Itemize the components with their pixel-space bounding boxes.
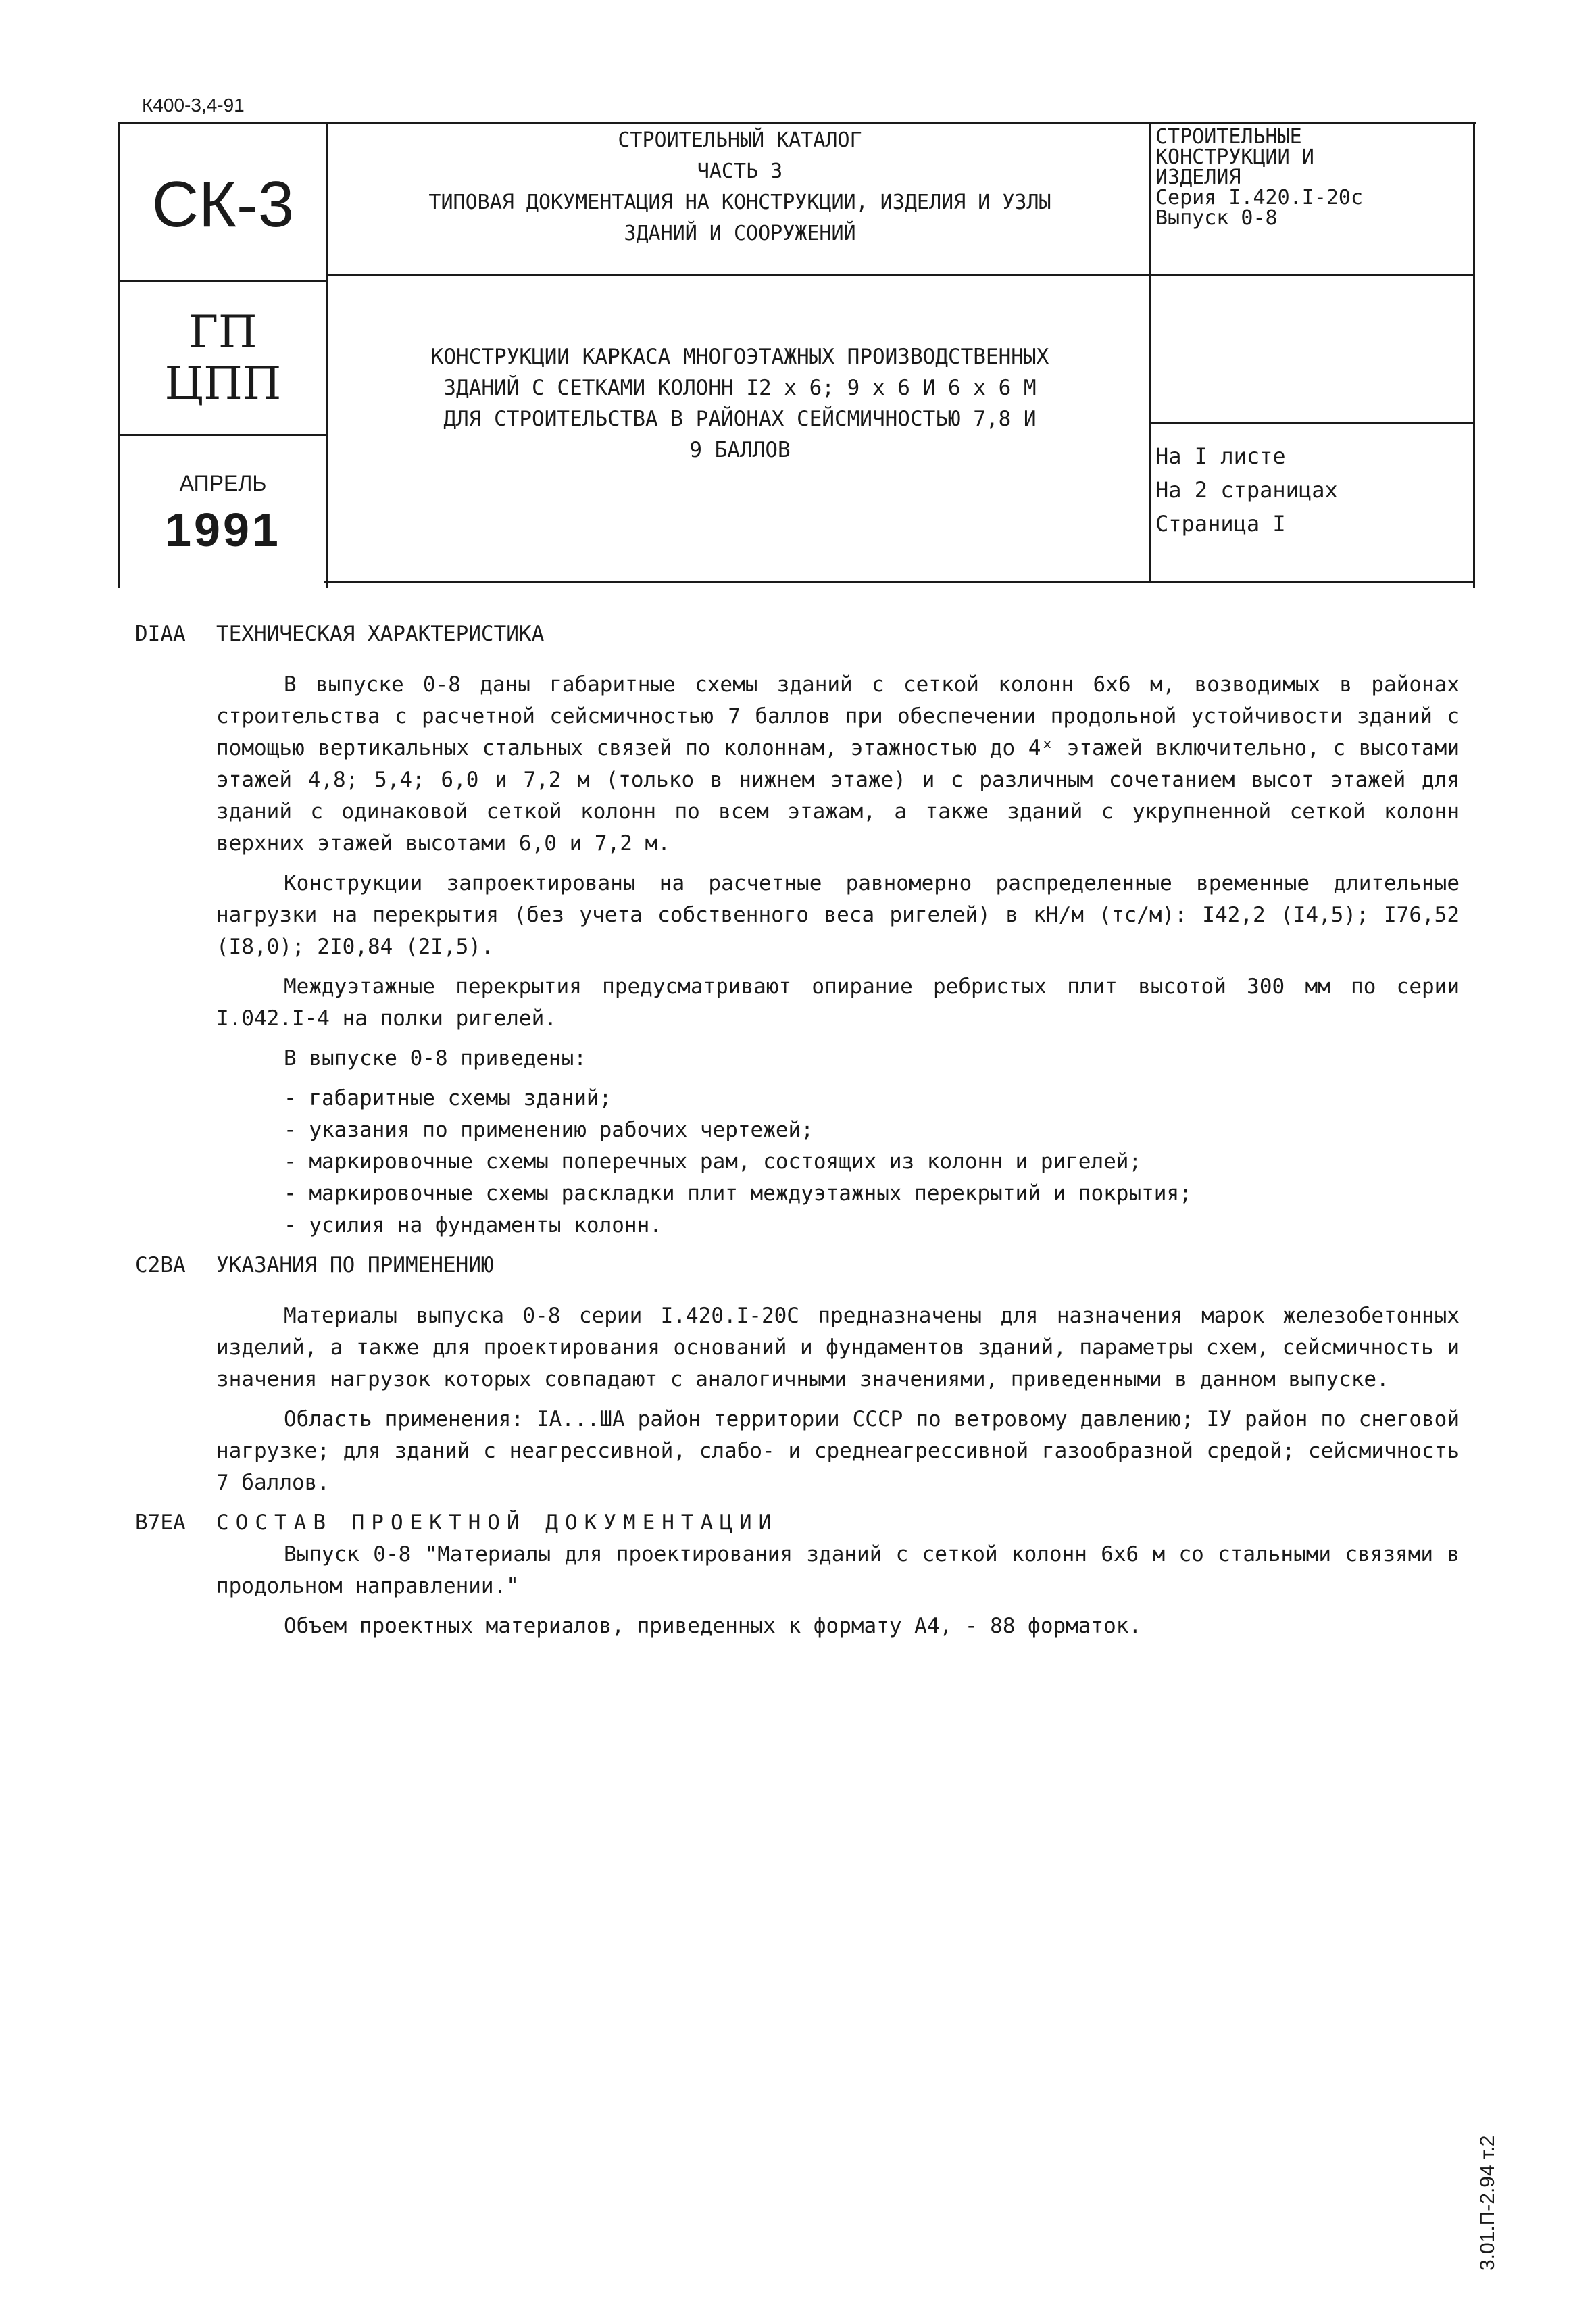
section-technical bbox=[135, 618, 1460, 1241]
document-code: К400-3,4-91 bbox=[142, 95, 245, 116]
series-box bbox=[1155, 127, 1473, 228]
list-item: - маркировочные схемы раскладки плит междуэтажных перекрытий и покрытия; bbox=[284, 1178, 1460, 1210]
page-info bbox=[1155, 439, 1473, 541]
section-heading bbox=[135, 1507, 1460, 1539]
frame-left-line bbox=[118, 122, 120, 588]
contents-list bbox=[284, 1083, 1460, 1241]
catalog-line4: ЗДАНИЙ И СООРУЖЕНИЙ bbox=[624, 222, 856, 245]
section-code: B7EA bbox=[135, 1510, 186, 1535]
series-line3: ИЗДЕЛИЯ bbox=[1155, 166, 1241, 189]
paragraph: Область применения: IA...ШA район территории СССР по ветровому давлению; IУ район по снеговой нагрузке; для зданий с неагрессивной, слабо- и среднеагрессивной газообразной средой; сейсмичность 7 баллов. bbox=[216, 1407, 1460, 1495]
series-line4: Серия I.420.I-20с bbox=[1155, 186, 1364, 210]
date-cell bbox=[122, 439, 324, 588]
list-item: - маркировочные схемы поперечных рам, состоящих из колонн и ригелей; bbox=[284, 1146, 1460, 1178]
title-line2: ЗДАНИЙ С СЕТКАМИ КОЛОНН I2 х 6; 9 х 6 И 6 х 6 М bbox=[443, 376, 1037, 400]
catalog-line3: ТИПОВАЯ ДОКУМЕНТАЦИЯ НА КОНСТРУКЦИИ, ИЗДЕЛИЯ И УЗЛЫ bbox=[428, 191, 1051, 214]
list-item: - указания по применению рабочих чертежей; bbox=[284, 1114, 1460, 1146]
section-heading bbox=[135, 1250, 1460, 1281]
title-line4: 9 БАЛЛОВ bbox=[689, 438, 791, 462]
series-line2: КОНСТРУКЦИИ И bbox=[1155, 145, 1314, 169]
month: АПРЕЛЬ bbox=[179, 470, 267, 495]
document-body bbox=[135, 618, 1460, 1650]
sheets-count: На I листе bbox=[1155, 443, 1286, 469]
section-title: ТЕХНИЧЕСКАЯ ХАРАКТЕРИСТИКА bbox=[216, 622, 545, 646]
paragraph: Материалы выпуска 0-8 серии I.420.I-20С предназначены для назначения марок железобетонных изделий, а также для проектирования оснований и фундаментов зданий, параметры схем, сейсмичность и значения нагрузок которых совпадают с аналогичными значениями, приведенными в данном выпуске. bbox=[216, 1304, 1460, 1392]
title-line3: ДЛЯ СТРОИТЕЛЬСТВА В РАЙОНАХ СЕЙСМИЧНОСТЬЮ 7,8 И bbox=[443, 407, 1037, 431]
list-item: - габаритные схемы зданий; bbox=[284, 1083, 1460, 1114]
stamp-row1-line bbox=[118, 280, 328, 282]
side-code: 3.01.П-2.94 т.2 bbox=[1476, 2135, 1499, 2271]
paragraph: Междуэтажные перекрытия предусматривают опирание ребристых плит высотой 300 мм по серии I.042.I-4 на полки ригелей. bbox=[216, 975, 1460, 1031]
catalog-code: СК-3 bbox=[151, 168, 295, 241]
catalog-code-cell bbox=[122, 128, 324, 280]
right-mid-line bbox=[1149, 422, 1475, 424]
section-title: СОСТАВ ПРОЕКТНОЙ ДОКУМЕНТАЦИИ bbox=[216, 1510, 778, 1535]
right-edge-line bbox=[1473, 122, 1475, 588]
section-code: C2BA bbox=[135, 1253, 186, 1277]
stamp-divider-line bbox=[326, 122, 328, 588]
section-application bbox=[135, 1250, 1460, 1499]
catalog-header bbox=[331, 125, 1149, 249]
catalog-bottom-line bbox=[326, 274, 1475, 276]
section-code: DIAA bbox=[135, 622, 186, 646]
section-heading bbox=[135, 618, 1460, 650]
page-number: Страница I bbox=[1155, 511, 1286, 537]
series-line5: Выпуск 0-8 bbox=[1155, 206, 1278, 230]
frame-bottom-line bbox=[324, 581, 1475, 583]
document-title bbox=[331, 341, 1149, 466]
pages-count: На 2 страницах bbox=[1155, 477, 1338, 503]
organization-line2: ЦПП bbox=[164, 358, 282, 410]
catalog-line1: СТРОИТЕЛЬНЫЙ КАТАЛОГ bbox=[618, 128, 862, 152]
section-documentation bbox=[135, 1507, 1460, 1642]
title-line1: КОНСТРУКЦИИ КАРКАСА МНОГОЭТАЖНЫХ ПРОИЗВОДСТВЕННЫХ bbox=[430, 345, 1049, 369]
series-line1: СТРОИТЕЛЬНЫЕ bbox=[1155, 125, 1302, 149]
organization-line1: ГП bbox=[189, 306, 257, 359]
paragraph: Выпуск 0-8 "Материалы для проектирования зданий с сеткой колонн 6х6 м со стальными связями в продольном направлении." bbox=[216, 1542, 1460, 1598]
paragraph: Объем проектных материалов, приведенных к формату А4, - 88 форматок. bbox=[284, 1614, 1142, 1638]
paragraph: Конструкции запроектированы на расчетные равномерно распределенные временные длительные нагрузки на перекрытия (без учета собственного веса ригелей) в кН/м (тс/м): I42,2 (I4,5); I76,52 (I8,0); 2I0,84 (2I,5). bbox=[216, 871, 1460, 959]
paragraph: В выпуске 0-8 даны габаритные схемы зданий с сеткой колонн 6х6 м, возводимых в районах строительства с расчетной сейсмичностью 7 баллов при обеспечении продольной устойчивости зданий с помощью вертикальных стальных связей по колоннам, этажностью до 4ˣ этажей включительно, с высотами этажей 4,8; 5,4; 6,0 и 7,2 м (только в нижнем этаже) и с различным сочетанием высот этажей для зданий с одинаковой сеткой колонн по всем этажам, а также зданий с укрупненной сеткой колонн верхних этажей высотами 6,0 и 7,2 м. bbox=[216, 672, 1460, 856]
year: 1991 bbox=[165, 503, 281, 556]
section-title: УКАЗАНИЯ ПО ПРИМЕНЕНИЮ bbox=[216, 1253, 494, 1277]
right-column-line bbox=[1149, 122, 1151, 581]
list-item: - усилия на фундаменты колонн. bbox=[284, 1210, 1460, 1241]
frame-top-line bbox=[118, 122, 1476, 124]
organization-cell bbox=[122, 284, 324, 433]
stamp-row2-line bbox=[118, 434, 328, 436]
catalog-line2: ЧАСТЬ 3 bbox=[697, 159, 783, 183]
paragraph: В выпуске 0-8 приведены: bbox=[284, 1046, 587, 1070]
